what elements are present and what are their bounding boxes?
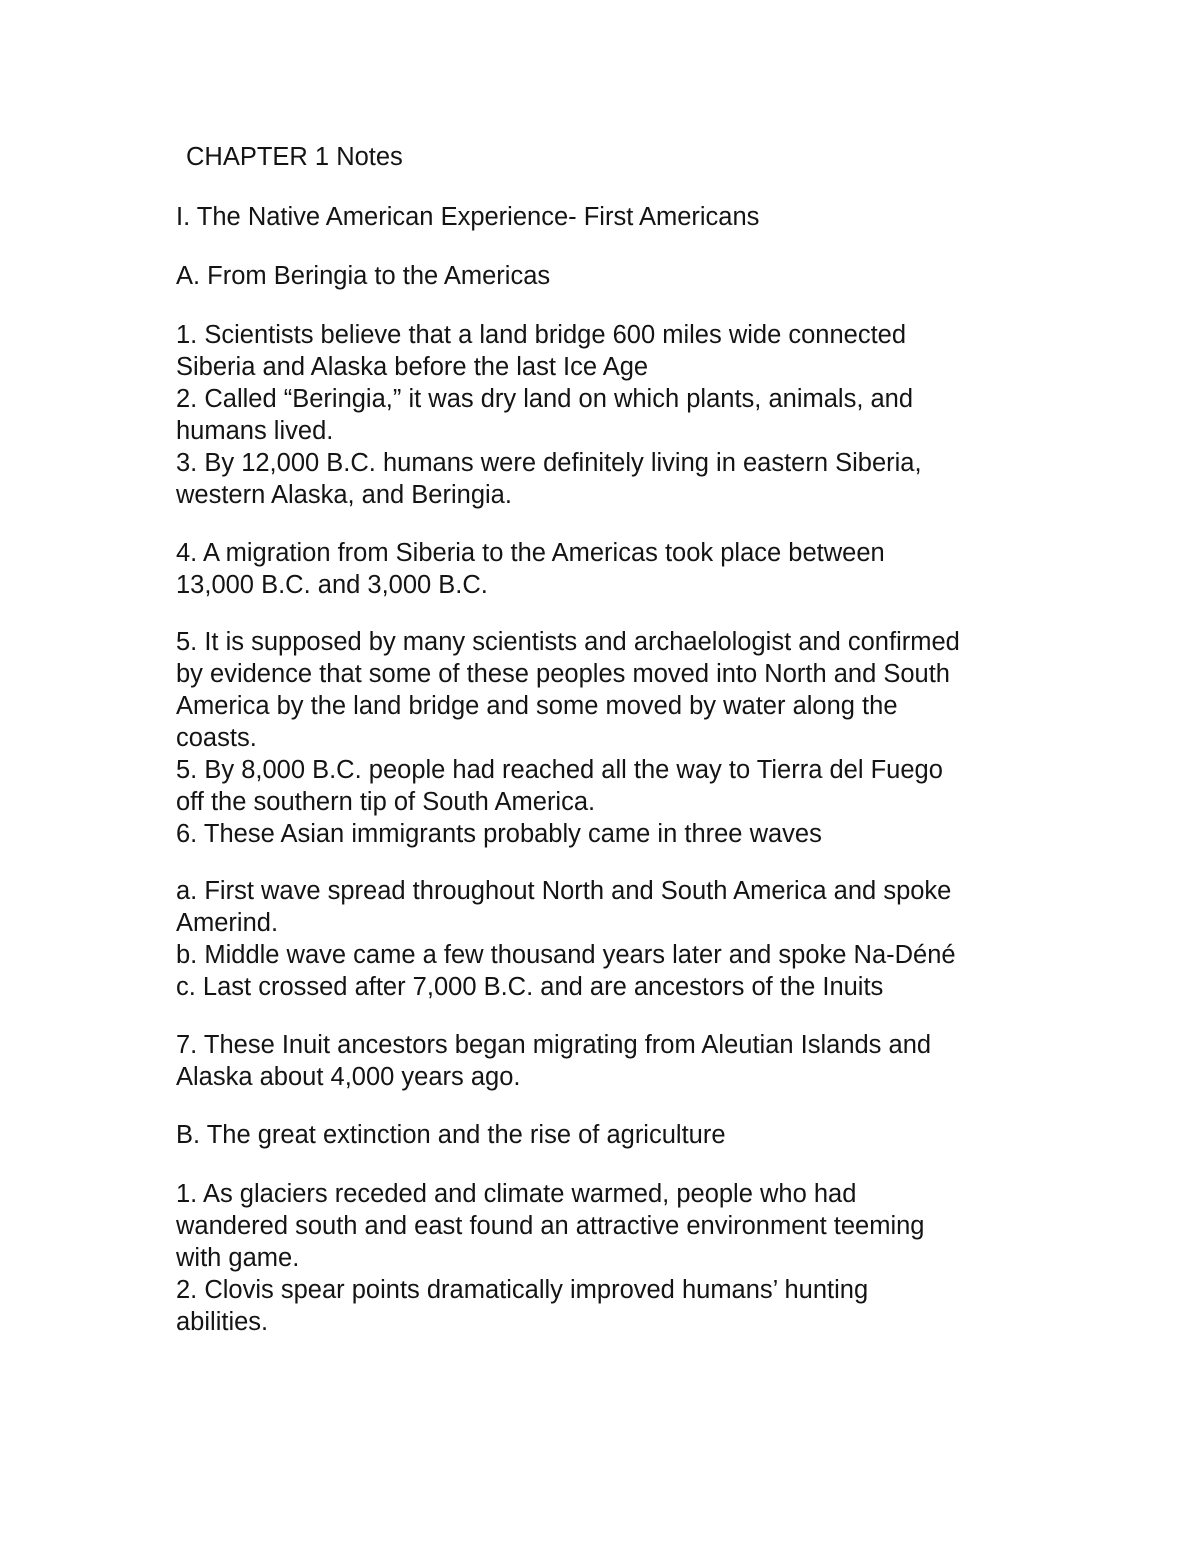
section-heading: I. The Native American Experience- First Americans: [176, 203, 760, 231]
text-line: wandered south and east found an attractive environment teeming: [176, 1212, 925, 1240]
text-line: 13,000 B.C. and 3,000 B.C.: [176, 571, 488, 599]
text-line: by evidence that some of these peoples moved into North and South: [176, 660, 950, 688]
text-line: 1. As glaciers receded and climate warmed, people who had: [176, 1180, 857, 1208]
text-line: abilities.: [176, 1308, 269, 1336]
text-line: 5. By 8,000 B.C. people had reached all the way to Tierra del Fuego: [176, 756, 943, 784]
text-line: 5. It is supposed by many scientists and archaelologist and confirmed: [176, 628, 960, 656]
text-line: 4. A migration from Siberia to the Americas took place between: [176, 539, 885, 567]
text-line: Siberia and Alaska before the last Ice Age: [176, 353, 649, 381]
text-line: b. Middle wave came a few thousand years later and spoke Na-Déné: [176, 941, 956, 969]
text-line: Amerind.: [176, 909, 279, 937]
text-line: Alaska about 4,000 years ago.: [176, 1063, 521, 1091]
subsection-heading: B. The great extinction and the rise of agriculture: [176, 1121, 726, 1149]
text-line: 1. Scientists believe that a land bridge 600 miles wide connected: [176, 321, 907, 349]
text-line: 7. These Inuit ancestors began migrating from Aleutian Islands and: [176, 1031, 932, 1059]
text-line: 2. Clovis spear points dramatically improved humans’ hunting: [176, 1276, 869, 1304]
text-line: western Alaska, and Beringia.: [176, 481, 512, 509]
text-line: 6. These Asian immigrants probably came in three waves: [176, 820, 822, 848]
subsection-heading: A. From Beringia to the Americas: [176, 262, 551, 290]
text-line: America by the land bridge and some moved by water along the: [176, 692, 898, 720]
chapter-title: CHAPTER 1 Notes: [186, 143, 403, 171]
text-line: off the southern tip of South America.: [176, 788, 596, 816]
text-line: 2. Called “Beringia,” it was dry land on which plants, animals, and: [176, 385, 914, 413]
text-line: 3. By 12,000 B.C. humans were definitely living in eastern Siberia,: [176, 449, 922, 477]
text-line: a. First wave spread throughout North and South America and spoke: [176, 877, 952, 905]
text-line: c. Last crossed after 7,000 B.C. and are ancestors of the Inuits: [176, 973, 884, 1001]
text-line: humans lived.: [176, 417, 334, 445]
text-line: with game.: [176, 1244, 300, 1272]
text-line: coasts.: [176, 724, 257, 752]
